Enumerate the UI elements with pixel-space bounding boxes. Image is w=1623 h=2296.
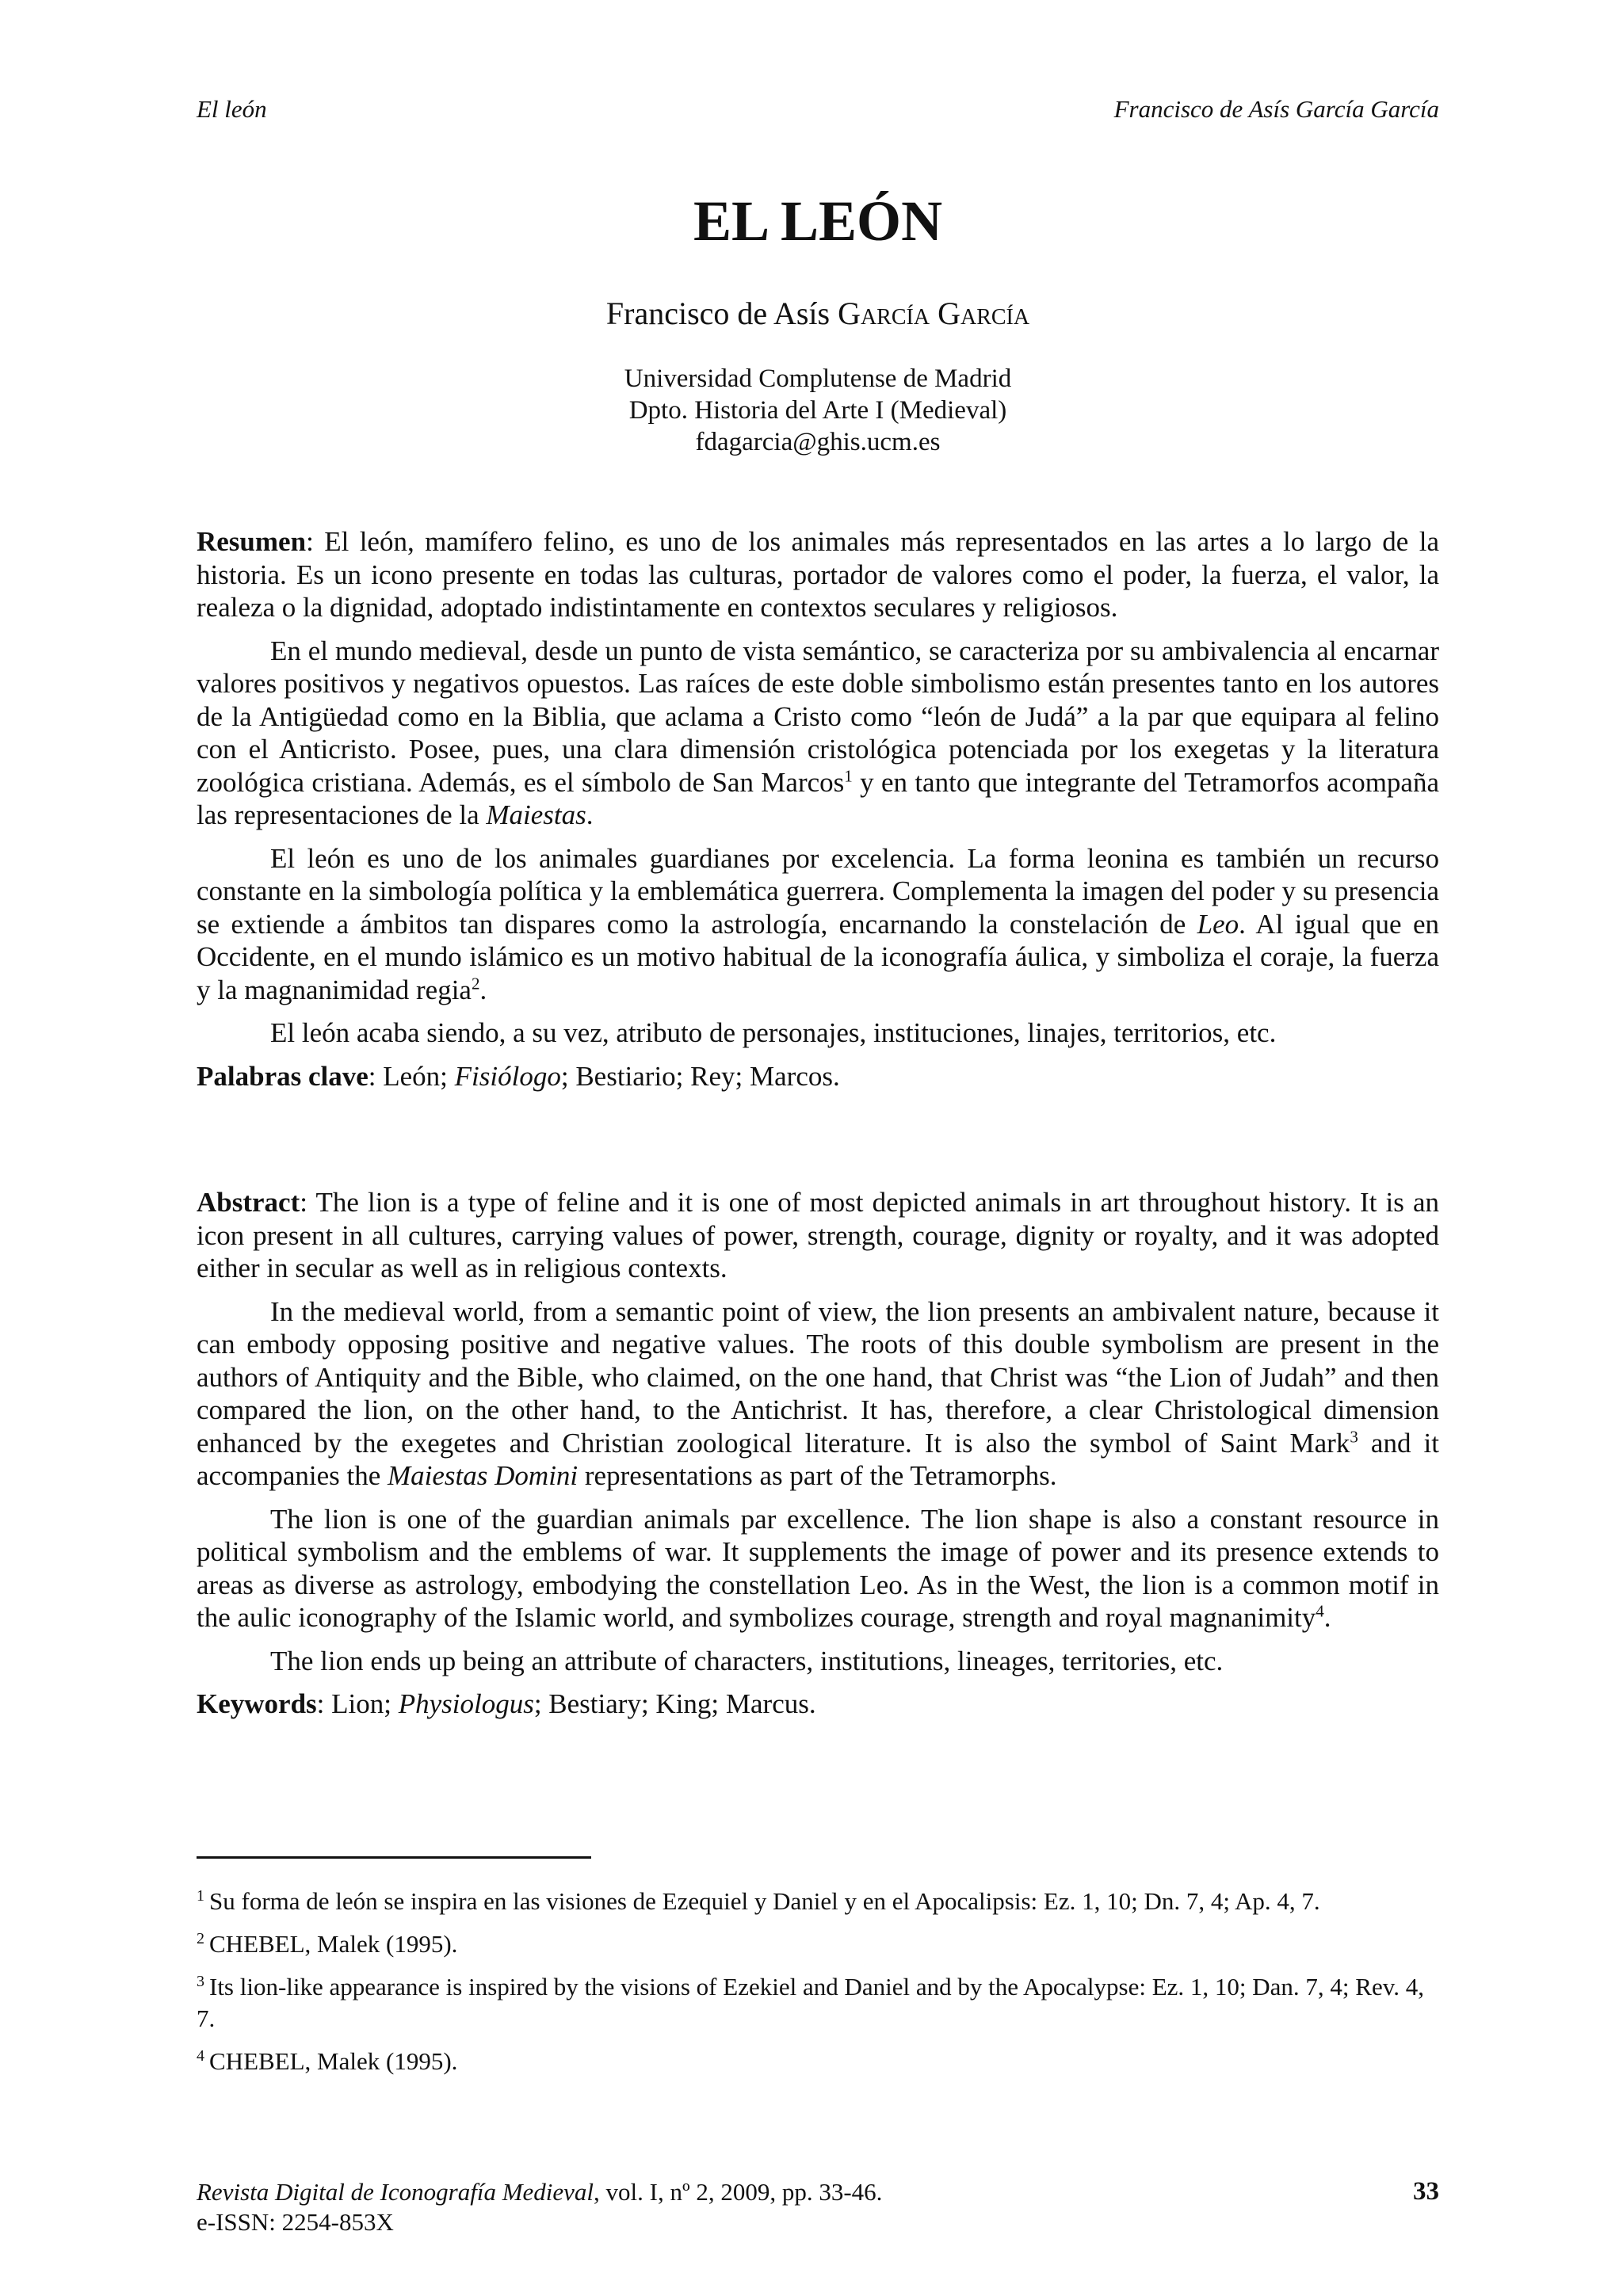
keywords-label: Keywords (197, 1688, 317, 1719)
palabras-clave-text-a: León; (383, 1060, 455, 1092)
affiliation-university: Universidad Complutense de Madrid (624, 364, 1012, 393)
author-email: fdagarcia@ghis.ucm.es (695, 428, 941, 456)
footnote-ref-3[interactable]: 3 (1350, 1426, 1358, 1446)
resumen-p2-text-a: En el mundo medieval, desde un punto de vista semántico, se caracteriza por su ambivalencia al encarnar valores positivos y negativos opuestos. Las raíces de este doble simbolismo están presentes tanto en los autores de la Antigüedad como en la Biblia, que aclama a Cristo como “león de Judá” a la par que equipara al felino con el Anticristo. Posee, pues, una clara dimensión cristológica potenciada por los exegetas y la literatura zoológica cristiana. Además, es el símbolo de San Marcos (197, 635, 1439, 798)
footnote-text: Its lion-like appearance is inspired by the visions of Ezekiel and Daniel and by the Apocalypse: Ez. 1, 10; Dan. 7, 4; Rev. 4, 7. (197, 1973, 1424, 2032)
abstract-p2-text-c: representations as part of the Tetramorphs. (578, 1460, 1057, 1491)
footnote-ref-1[interactable]: 1 (844, 765, 853, 785)
page-number: 33 (1413, 2177, 1439, 2206)
resumen-p2-text-b: y en tanto que integrante del Tetramorfos acompaña las representaciones de la (197, 766, 1439, 830)
resumen-p3-italic: Leo (1197, 908, 1239, 940)
footnote-1 (197, 1886, 1439, 1917)
resumen-paragraph-2 (197, 635, 1439, 832)
abstract-p1-text: The lion is a type of feline and it is one of most depicted animals in art throughout history. It is an icon present in all cultures, carrying values of power, strength, courage, dignity or royalty, and it was adopted either in secular as well as in religious contexts. (197, 1187, 1440, 1283)
journal-title: Revista Digital de Iconografía Medieval (197, 2178, 594, 2206)
footnote-number: 3 (197, 1972, 204, 1990)
resumen-paragraph-3 (197, 842, 1439, 1007)
keywords-italic: Physiologus (398, 1688, 534, 1719)
footnote-number: 2 (197, 1929, 204, 1947)
author-family-name: García García (838, 296, 1030, 331)
footnote-3 (197, 1971, 1439, 2035)
abstract-p3-text-b: . (1323, 1602, 1331, 1633)
footnote-number: 4 (197, 2046, 204, 2065)
keywords: Keywords: Lion; Physiologus; Bestiary; King; Marcus. (197, 1688, 816, 1719)
resumen-p3-text-b: . Al igual que en Occidente, en el mundo islámico es un motivo habitual de la iconografía áulica, y simboliza el coraje, la fuerza y la magnanimidad regia (197, 908, 1439, 1005)
resumen-p2-text-c: . (586, 799, 594, 830)
footnote-text: CHEBEL, Malek (1995). (209, 1930, 458, 1958)
footnote-ref-2[interactable]: 2 (471, 973, 480, 993)
affiliation (197, 363, 1439, 458)
running-header-right: Francisco de Asís García García (1113, 95, 1439, 123)
footnote-text: CHEBEL, Malek (1995). (209, 2047, 458, 2075)
footnote-2 (197, 1928, 1439, 1960)
author-name (197, 295, 1439, 332)
footnote-separator (197, 1856, 591, 1859)
abstract-p3-text-a: The lion is one of the guardian animals par excellence. The lion shape is also a constant resource in political symbolism and the emblems of war. It supplements the image of power and its presence extends to areas as diverse as astrology, embodying the constellation Leo. As in the West, the lion is a common motif in the aulic iconography of the Islamic world, and symbolizes courage, strength and royal magnanimity (197, 1503, 1439, 1633)
keywords-text-b: ; Bestiary; King; Marcus. (533, 1688, 816, 1719)
journal-citation (197, 2177, 882, 2237)
running-header-left: El león (197, 95, 267, 123)
resumen-p3-text-c: . (479, 974, 487, 1005)
abstract-section (197, 1186, 1439, 1731)
resumen-label: Resumen (197, 526, 307, 557)
footnote-text: Su forma de león se inspira en las visiones de Ezequiel y Daniel y en el Apocalipsis: Ez. 1, 10; Dn. 7, 4; Ap. 4, 7. (209, 1887, 1320, 1915)
abstract-paragraph-1: Abstract: The lion is a type of feline and it is one of most depicted animals in art throughout history. It is an icon present in all cultures, carrying values of power, strength, courage, dignity or royalty, and it was adopted either in secular as well as in religious contexts. (197, 1187, 1440, 1283)
palabras-clave-italic: Fisiólogo (454, 1060, 561, 1092)
footnote-4 (197, 2046, 1439, 2077)
footnote-ref-4[interactable]: 4 (1316, 1601, 1324, 1621)
abstract-p2-text-b: and it accompanies the (197, 1427, 1439, 1491)
journal-volume: , vol. I, nº 2, 2009, pp. 33-46. (594, 2178, 883, 2206)
journal-line (197, 2177, 882, 2207)
abstract-paragraph-2 (197, 1295, 1439, 1493)
affiliation-department: Dpto. Historia del Arte I (Medieval) (628, 396, 1007, 425)
palabras-clave-label: Palabras clave (197, 1060, 369, 1092)
resumen-paragraph-1: Resumen: El león, mamífero felino, es uno de los animales más representados en las artes a lo largo de la historia. Es un icono presente en todas las culturas, portador de valores como el poder, la fuerza, el valor, la realeza o la dignidad, adoptado indistintamente en contextos seculares y religiosos. (197, 526, 1439, 623)
abstract-p2-italic: Maiestas Domini (388, 1460, 579, 1491)
palabras-clave: Palabras clave: León; Fisiólogo; Bestiario; Rey; Marcos. (197, 1060, 840, 1092)
abstract-paragraph-4: The lion ends up being an attribute of characters, institutions, lineages, territories, etc. (270, 1645, 1224, 1676)
abstract-p2-text-a: In the medieval world, from a semantic point of view, the lion presents an ambivalent nature, because it can embody opposing positive and negative values. The roots of this double symbolism are present in the authors of Antiquity and the Bible, who claimed, on the one hand, that Christ was “the Lion of Judah” and then compared the lion, on the other hand, to the Antichrist. It has, therefore, a clear Christological dimension enhanced by the exegetes and Christian zoological literature. It is also the symbol of Saint Mark (197, 1295, 1439, 1459)
resumen-section (197, 525, 1439, 1103)
resumen-paragraph-4: El león acaba siendo, a su vez, atributo de personajes, instituciones, linajes, territorios, etc. (270, 1017, 1277, 1048)
footnotes (197, 1886, 1439, 2088)
abstract-label: Abstract (197, 1187, 300, 1218)
resumen-p2-italic: Maiestas (486, 799, 586, 830)
article-title: EL LEÓN (693, 189, 943, 253)
keywords-text-a: Lion; (331, 1688, 399, 1719)
palabras-clave-text-b: ; Bestiario; Rey; Marcos. (560, 1060, 840, 1092)
resumen-p3-text-a: El león es uno de los animales guardianes por excelencia. La forma leonina es también un recurso constante en la simbología política y la emblemática guerrera. Complementa la imagen del poder y su presencia se extiende a ámbitos tan dispares como la astrología, encarnando la constelación de (197, 842, 1439, 940)
abstract-paragraph-3 (197, 1503, 1439, 1634)
journal-issn: e-ISSN: 2254-853X (197, 2208, 394, 2236)
resumen-p1-text: El león, mamífero felino, es uno de los animales más representados en las artes a lo largo de la historia. Es un icono presente en todas las culturas, portador de valores como el poder, la fuerza, el valor, la realeza o la dignidad, adoptado indistintamente en contextos seculares y religiosos. (197, 526, 1439, 623)
author-given-name: Francisco de Asís (605, 296, 831, 331)
footnote-number: 1 (197, 1886, 204, 1905)
